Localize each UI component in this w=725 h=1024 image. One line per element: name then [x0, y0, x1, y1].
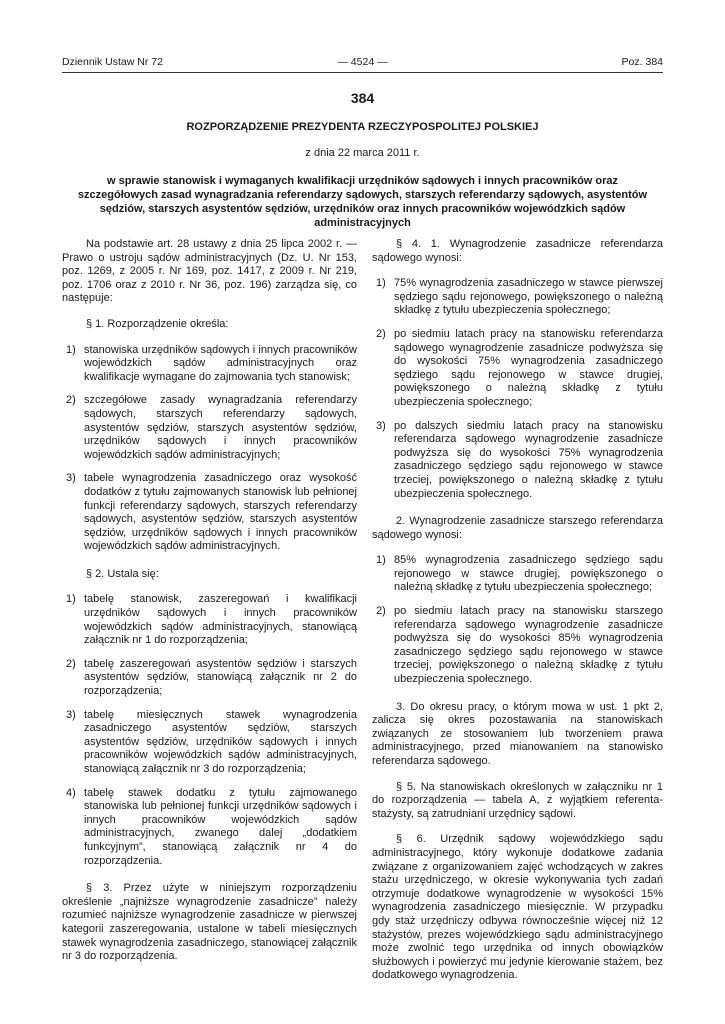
- journal-name: Dziennik Ustaw Nr 72: [62, 56, 163, 68]
- list-item: 1) tabelę stanowisk, zaszeregowań i kwalifikacji urzędników sądowych i innych pracowników wojewódzkich sądów administracyjnych, stanowiącą załącznik nr 1 do rozporządzenia;: [66, 593, 357, 647]
- list-item: 1) 85% wynagrodzenia zasadniczego sędziego sądu rejonowego w stawce drugiej, powiększonego o należną składkę z tytułu ubezpieczenia społecznego;: [376, 554, 663, 594]
- list-item: 1) 75% wynagrodzenia zasadniczego w stawce pierwszej sędziego sądu rejonowego, powiększonego o należną składkę z tytułu ubezpieczenia społecznego;: [376, 277, 663, 317]
- act-subject: w sprawie stanowisk i wymaganych kwalifikacji urzędników sądowych i innych pracowników oraz szczegółowych zasad wynagradzania referendarzy sądowych, starszych referendarzy sądowych, asystentów sędziów, starszych asystentów sędziów, urzędników oraz innych pracowników wojewódzkich sądów administracyjnych: [77, 175, 648, 229]
- header-rule: [62, 72, 663, 73]
- section-4-3: 3. Do okresu pracy, o którym mowa w ust. 1 pkt 2, zalicza się okres pozostawania na stanowiskach związanych ze stosowaniem lub tworzeniem prawa administracyjnego, przed mianowaniem na stanowisko referendarza sądowego.: [372, 700, 663, 767]
- section-4-2-heading: 2. Wynagrodzenie zasadnicze starszego referendarza sądowego wynosi:: [372, 515, 663, 541]
- section-6: § 6. Urzędnik sądowy wojewódzkiego sądu administracyjnego, który wykonuje dodatkowe zadania związane z organizowaniem zajęć wchodzących w zakres stażu urzędniczego, w okresie wykonywania tych zadań otrzymuje dodatkowe wynagrodzenie w wysokości 15% wynagrodzenia zasadniczego miesięcznie. W przypadku gdy staż urzędniczy odbywa równocześnie więcej niż 12 stażystów, prezes wojewódzkiego sądu administracyjnego może zwolnić tego urzędnika od innych obowiązków służbowych i powierzyć mu jedynie kierowanie stażem, bez dodatkowego wynagrodzenia.: [372, 833, 663, 982]
- section-4-2-list: [372, 554, 663, 686]
- right-column: [372, 238, 663, 995]
- section-2-list: [62, 593, 357, 868]
- section-4-list: [372, 277, 663, 501]
- section-4-heading: § 4. 1. Wynagrodzenie zasadnicze referendarza sądowego wynosi:: [372, 238, 663, 264]
- position-number: Poz. 384: [621, 56, 663, 68]
- act-title: ROZPORZĄDZENIE PREZYDENTA RZECZYPOSPOLITEJ POLSKIEJ: [186, 121, 539, 133]
- list-item: 2) szczegółowe zasady wynagradzania referendarzy sądowych, starszych referendarzy sądowych, asystentów sędziów, starszych asystentów sędziów, urzędników sądowych i innych pracowników wojewódzkich sądów administracyjnych;: [66, 394, 357, 461]
- list-item: 3) po dalszych siedmiu latach pracy na stanowisku referendarza sądowego wynagrodzenie zasadnicze podwyższa się do wysokości 75% wynagrodzenia zasadniczego sędziego sądu rejonowego w stawce trzeciej, powiększonego o należną składkę z tytułu ubezpieczenia społecznego.: [376, 419, 663, 500]
- section-1-heading: § 1. Rozporządzenie określa:: [86, 317, 229, 330]
- list-item: 2) po siedmiu latach pracy na stanowisku starszego referendarza sądowego wynagrodzenie zasadnicze podwyższa się do wysokości 85% wynagrodzenia zasadniczego sędziego sądu rejonowego w stawce trzeciej, powiększonego o należną składkę z tytułu ubezpieczenia społecznego.: [376, 605, 663, 686]
- intro-paragraph: Na podstawie art. 28 ustawy z dnia 25 lipca 2002 r. — Prawo o ustroju sądów administracyjnych (Dz. U. Nr 153, poz. 1269, z 2005 r. Nr 169, poz. 1417, z 2009 r. Nr 219, poz. 1706 oraz z 2010 r. Nr 36, poz. 196) zarządza się, co następuje:: [62, 238, 357, 305]
- section-5: § 5. Na stanowiskach określonych w załączniku nr 1 do rozporządzenia — tabela A, z wyjątkiem referenta-stażysty, są zatrudniani urzędnicy sądowi.: [372, 780, 663, 820]
- section-2-heading: § 2. Ustala się:: [86, 567, 159, 580]
- act-number: 384: [350, 90, 375, 106]
- page-number: — 4524 —: [337, 56, 388, 68]
- list-item: 1) stanowiska urzędników sądowych i innych pracowników wojewódzkich sądów administracyjnych oraz kwalifikacje wymagane do zajmowania tych stanowisk;: [66, 343, 357, 383]
- list-item: 3) tabele wynagrodzenia zasadniczego oraz wysokość dodatków z tytułu zajmowanych stanowisk lub pełnionej funkcji referendarzy sądowych, starszych referendarzy sądowych, asystentów sędziów, starszych asystentów sędziów, urzędników sądowych i innych pracowników wojewódzkich sądów administracyjnych.: [66, 472, 357, 553]
- list-item: 2) tabelę zaszeregowań asystentów sędziów i starszych asystentów sędziów, stanowiącą załącznik nr 2 do rozporządzenia;: [66, 657, 357, 698]
- list-item: 4) tabelę stawek dodatku z tytułu zajmowanego stanowiska lub pełnionej funkcji urzędników sądowych i innych pracowników wojewódzkich sądów administracyjnych, zwanego dalej „dodatkiem funkcyjnym”, stanowiącą załącznik nr 4 do rozporządzenia.: [66, 786, 357, 867]
- list-item: 2) po siedmiu latach pracy na stanowisku referendarza sądowego wynagrodzenie zasadnicze podwyższa się do wysokości 75% wynagrodzenia zasadniczego sędziego sądu rejonowego w stawce drugiej, powiększonego o należną składkę z tytułu ubezpieczenia społecznego;: [376, 327, 663, 408]
- section-1-list: [62, 344, 357, 554]
- left-column: [62, 238, 357, 976]
- section-3: § 3. Przez użyte w niniejszym rozporządzeniu określenie „najniższe wynagrodzenie zasadnicze” należy rozumieć najniższe wynagrodzenie zasadnicze w pierwszej kategorii zaszeregowania, ustalone w tabeli miesięcznych stawek wynagrodzenia zasadniczego, stanowiącej załącznik nr 3 do rozporządzenia.: [62, 882, 357, 963]
- page-header: [62, 56, 663, 70]
- list-item: 3) tabelę miesięcznych stawek wynagrodzenia zasadniczego asystentów sędziów, starszych asystentów sędziów, urzędników sądowych i innych pracowników wojewódzkich sądów administracyjnych, stanowiącą załącznik nr 3 do rozporządzenia;: [66, 708, 357, 775]
- act-date: z dnia 22 marca 2011 r.: [305, 147, 420, 159]
